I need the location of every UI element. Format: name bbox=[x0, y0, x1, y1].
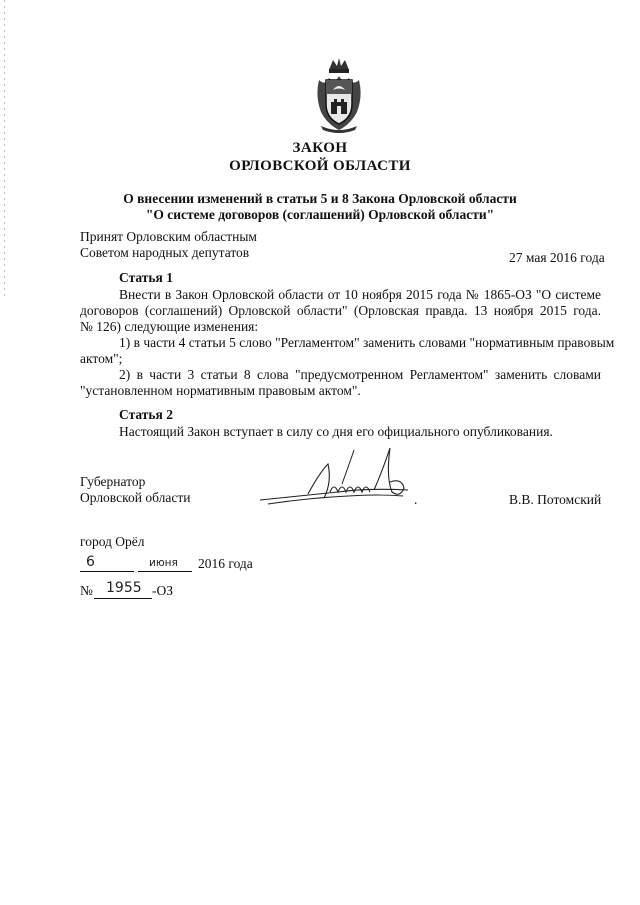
coat-of-arms-icon bbox=[313, 56, 365, 134]
month-handwritten: июня bbox=[149, 557, 178, 569]
article1-item1-line2: актом"; bbox=[80, 351, 123, 366]
signature-dot: . bbox=[414, 492, 418, 507]
law-subtitle-line2: "О системе договоров (соглашений) Орловской области" bbox=[145, 207, 495, 222]
article1-paragraph-line2: договоров (соглашений) Орловской области" (Орловская правда. 13 ноября 2015 года. bbox=[80, 303, 601, 318]
signatory-name: В.В. Потомский bbox=[509, 492, 602, 507]
law-subtitle-line1: О внесении изменений в статьи 5 и 8 Закона Орловской области bbox=[123, 191, 517, 206]
signatory-position-line2: Орловской области bbox=[80, 490, 191, 505]
article1-heading: Статья 1 bbox=[119, 270, 173, 285]
adoption-date: 27 мая 2016 года bbox=[509, 250, 605, 265]
law-region: ОРЛОВСКОЙ ОБЛАСТИ bbox=[229, 158, 411, 174]
number-suffix: -ОЗ bbox=[152, 583, 174, 598]
signatory-position-line1: Губернатор bbox=[80, 474, 146, 489]
article2-heading: Статья 2 bbox=[119, 407, 173, 422]
law-title: ЗАКОН bbox=[292, 140, 348, 156]
article1-item2-line2: "установленном нормативным правовым актом". bbox=[80, 383, 361, 398]
adopted-by-line2: Советом народных депутатов bbox=[80, 245, 250, 260]
article1-paragraph-line3: № 126) следующие изменения: bbox=[80, 319, 259, 334]
handwritten-signature bbox=[258, 442, 418, 522]
article2-text: Настоящий Закон вступает в силу со дня его официального опубликования. bbox=[119, 424, 553, 439]
law-number-handwritten: 1955 bbox=[106, 580, 142, 596]
article1-paragraph-line1: Внести в Закон Орловской области от 10 ноября 2015 года № 1865-ОЗ "О системе bbox=[119, 287, 601, 302]
number-sign: № bbox=[80, 583, 93, 598]
year-suffix: 2016 года bbox=[198, 556, 253, 571]
adopted-by-line1: Принят Орловским областным bbox=[80, 229, 257, 244]
article1-item2-line1: 2) в части 3 статьи 8 слова "предусмотренном Регламентом" заменить словами bbox=[119, 367, 601, 382]
city: город Орёл bbox=[80, 534, 145, 549]
article1-item1-line1: 1) в части 4 статьи 5 слово "Регламентом" заменить словами "нормативным правовым bbox=[119, 335, 615, 350]
day-handwritten: 6 bbox=[86, 554, 95, 570]
